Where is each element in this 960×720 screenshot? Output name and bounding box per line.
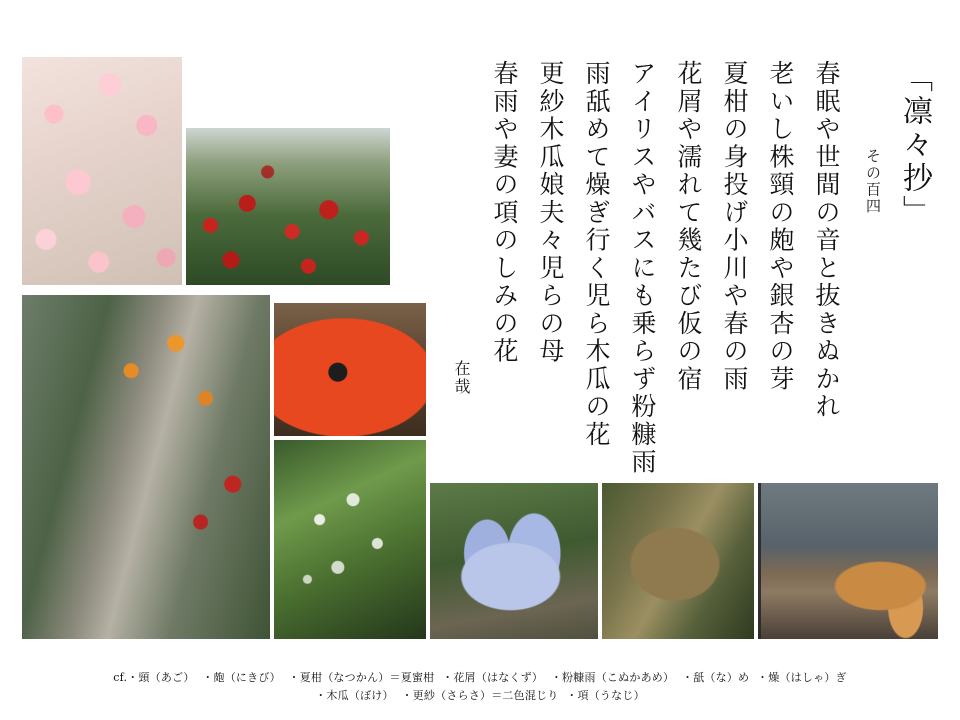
- photo-toad-on-bark-image: [602, 483, 754, 639]
- footnote-item: ・粉糠雨（こぬかあめ）: [550, 670, 675, 684]
- poem-line-5: アイリスやバスにも乗らず粉糠雨: [628, 60, 657, 477]
- footnote-item: ・皰（にきび）: [202, 670, 281, 684]
- poem-line-1: 春眠や世間の音と抜きぬかれ: [812, 60, 841, 421]
- photo-iris-flower-caption: [430, 627, 598, 637]
- poem-line-2: 老いし株頸の皰や銀杏の芽: [766, 60, 795, 393]
- photo-red-paper-umbrella-image: [274, 303, 426, 436]
- footnote-line-1: [0, 669, 960, 688]
- footnote-item: ・夏柑（なつかん）＝夏蜜柑: [288, 670, 435, 684]
- footnote-item: ・更紗（さらさ）＝二色混じり: [401, 689, 559, 703]
- photo-stream-and-citrus-caption: [22, 627, 270, 637]
- photo-pink-blossoms-image: [22, 57, 182, 285]
- page-subtitle: その百四: [864, 148, 882, 215]
- photo-red-quince-hedge-image: [186, 128, 390, 285]
- photo-rain-drops-on-leaves: [274, 440, 426, 639]
- photo-stream-and-citrus: [22, 295, 270, 639]
- photo-stream-and-citrus-image: [22, 295, 270, 639]
- photo-iris-flower-image: [430, 483, 598, 639]
- footnotes: [0, 669, 960, 706]
- poem-line-4: 花屑や濡れて幾たび仮の宿: [674, 60, 703, 393]
- photo-dog-on-veranda-caption: [758, 627, 938, 637]
- footnote-item: ・木瓜（ぼけ）: [315, 689, 394, 703]
- photo-toad-on-bark: [602, 483, 754, 639]
- photo-red-quince-hedge-caption: [186, 273, 390, 283]
- photo-red-quince-hedge: [186, 128, 390, 285]
- poem-line-6: 雨舐めて燥ぎ行く児ら木瓜の花: [582, 60, 611, 449]
- page-title: 「凛々抄」: [897, 62, 932, 229]
- footnote-item: ・燥（はしゃ）ぎ: [757, 670, 847, 684]
- poem-text-block: [422, 40, 942, 560]
- poem-line-7: 更紗木瓜娘夫々児らの母: [536, 60, 565, 366]
- poem-line-3: 夏柑の身投げ小川や春の雨: [720, 60, 749, 393]
- photo-toad-on-bark-caption: [602, 627, 754, 637]
- photo-dog-on-veranda: [758, 483, 938, 639]
- poem-line-8: 春雨や妻の項のしみの花: [490, 60, 519, 366]
- photo-iris-flower: [430, 483, 598, 639]
- photo-rain-drops-on-leaves-image: [274, 440, 426, 639]
- photo-pink-blossoms-caption: [22, 273, 182, 283]
- author-name: 在哉: [452, 360, 471, 396]
- photo-red-paper-umbrella: [274, 303, 426, 436]
- photo-red-paper-umbrella-caption: [274, 424, 426, 434]
- footnote-item: cf.・頸（あご）: [113, 670, 195, 684]
- photo-pink-blossoms: [22, 57, 182, 285]
- footnote-item: ・項（うなじ）: [566, 689, 645, 703]
- footnote-line-2: [0, 687, 960, 706]
- photo-dog-on-veranda-image: [758, 483, 938, 639]
- footnote-item: ・舐（な）め: [681, 670, 750, 684]
- footnote-item: ・花屑（はなくず）: [442, 670, 544, 684]
- photo-rain-drops-on-leaves-caption: [274, 627, 426, 637]
